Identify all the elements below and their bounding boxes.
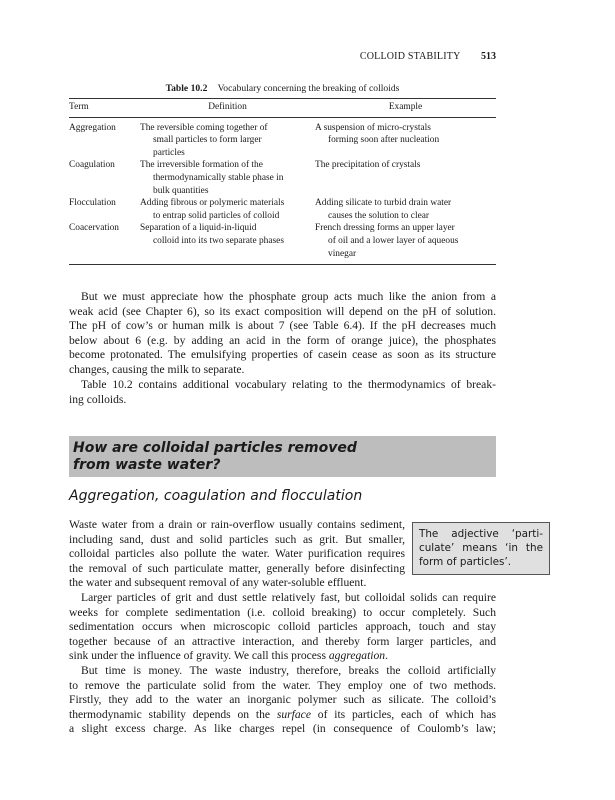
- text-line: changes, causing the milk to separate.: [69, 362, 245, 376]
- text-line: But time is money. The waste industry, therefore, breaks the colloid artificially: [81, 664, 496, 677]
- definition-cell: [140, 222, 315, 264]
- text-line: Table 10.2 contains additional vocabulary relating to the thermodynamics of break-: [81, 378, 496, 391]
- definition-line: small particles to form larger: [153, 135, 262, 146]
- definition-line: Adding fibrous or polymeric materials: [140, 198, 285, 209]
- text-line: to remove the particulate solid from the water. They employ one of two methods.: [69, 678, 496, 692]
- example-line: The precipitation of crystals: [315, 160, 421, 171]
- text-line: ing colloids.: [69, 392, 127, 406]
- example-line: forming soon after nucleation: [328, 135, 440, 146]
- text-line: the water and subsequent removal of any water-soluble effluent.: [69, 576, 367, 590]
- definition-cell: [140, 159, 315, 197]
- example-line: French dressing forms an upper layer: [315, 223, 455, 234]
- table-row: [69, 159, 496, 197]
- paragraph-sedimentation: [69, 591, 496, 664]
- text-line: including sand, dust and solid particles such as grit. But smaller,: [69, 532, 405, 546]
- text-span: thermodynamic stability depends on the: [69, 707, 277, 721]
- term-cell: Coagulation: [69, 160, 115, 171]
- example-line: A suspension of micro-crystals: [315, 122, 431, 133]
- term-cell: Coacervation: [69, 222, 140, 264]
- column-header-definition: Definition: [140, 99, 315, 118]
- margin-note: [412, 522, 550, 575]
- example-line: of oil and a lower layer of aqueous: [328, 235, 459, 246]
- text-line: weeks for complete sedimentation (i.e. colloid breaking) to occur completely. Such: [69, 605, 496, 619]
- example-cell: [315, 222, 496, 264]
- term-cell: Aggregation: [69, 122, 116, 133]
- section-heading-line: How are colloidal particles removed: [73, 440, 357, 456]
- running-title: COLLOID STABILITY: [359, 51, 461, 62]
- emphasis-aggregation: aggregation: [328, 649, 386, 663]
- table-header-row: [69, 99, 496, 118]
- text-span: sink under the influence of gravity. We call this process: [69, 649, 329, 663]
- section-heading-line: from waste water?: [73, 456, 221, 473]
- emphasis-surface: surface: [276, 707, 311, 721]
- page-number: 513: [481, 51, 496, 62]
- section-heading-box: [69, 436, 496, 477]
- text-line: Waste water from a drain or rain-overflow usually contains sediment,: [69, 518, 405, 531]
- definition-cell: [140, 117, 315, 159]
- text-line: the removal of such particulate matter, generally before disinfecting: [69, 561, 405, 575]
- column-header-example: Example: [315, 99, 496, 118]
- table-row: [69, 222, 496, 264]
- running-header: [69, 51, 496, 62]
- column-header-term: Term: [69, 99, 140, 118]
- definition-line: colloid into its two separate phases: [153, 235, 284, 246]
- paragraph-time-is-money: [69, 664, 496, 737]
- subheading: Aggregation, coagulation and flocculation: [69, 488, 363, 504]
- text-line: [69, 708, 496, 723]
- text-span: .: [385, 649, 389, 663]
- text-line: [69, 649, 496, 664]
- text-line: become protonated. The emulsifying properties of casein cease as soon as its structure: [69, 348, 496, 362]
- definition-line: thermodynamically stable phase in: [153, 172, 284, 183]
- definition-line: particles: [153, 147, 185, 158]
- table-caption-text: Vocabulary concerning the breaking of colloids: [217, 83, 400, 94]
- text-line: But we must appreciate how the phosphate group acts much like the anion from a: [81, 290, 496, 303]
- definition-line: bulk quantities: [153, 185, 209, 196]
- definition-line: The reversible coming together of: [140, 122, 268, 133]
- term-cell: Flocculation: [69, 198, 116, 209]
- table-row: [69, 197, 496, 222]
- example-line: vinegar: [328, 248, 357, 259]
- text-line: The adjective ‘parti-: [419, 528, 543, 540]
- text-line: a slight excess charge. As like charges repel (in consequence of Coulomb’s law;: [69, 722, 496, 736]
- example-cell: [315, 197, 496, 222]
- text-line: The pH of cow’s or human milk is about 7 (see Table 6.4). If the pH decreases much: [69, 319, 496, 333]
- table-caption: [69, 83, 496, 94]
- text-line: form of particles’.: [419, 556, 512, 568]
- table-row: [69, 117, 496, 159]
- definition-line: to entrap solid particles of colloid: [153, 210, 280, 221]
- example-line: Adding silicate to turbid drain water: [315, 198, 452, 209]
- text-line: sedimentation occurs when microscopic colloid particles approach, touch and stay: [69, 620, 496, 634]
- paragraph-table-reference: [69, 378, 496, 407]
- example-cell: [315, 159, 496, 197]
- vocabulary-table: [69, 98, 496, 265]
- text-line: below about 6 (e.g. by adding an acid in the form of orange juice), the phosphates: [69, 333, 496, 347]
- definition-line: The irreversible formation of the: [140, 160, 263, 171]
- example-line: causes the solution to clear: [328, 210, 430, 221]
- paragraph-waste-water: [69, 518, 405, 591]
- text-line: weak acid (see Chapter 6), so its exact composition will depend on the pH of solution.: [69, 304, 496, 318]
- table-label: Table 10.2: [165, 83, 208, 94]
- text-line: Firstly, they add to the water an inorganic polymer such as silicate. The colloid’s: [69, 693, 496, 707]
- definition-line: Separation of a liquid-in-liquid: [140, 223, 257, 234]
- text-line: culate’ means ‘in the: [419, 542, 543, 554]
- definition-cell: [140, 197, 315, 222]
- paragraph-phosphate: [69, 290, 496, 378]
- text-line: Larger particles of grit and dust settle relatively fast, but colloidal solids can require: [81, 591, 496, 604]
- text-line: together because of an attractive interaction, and thereby form larger particles, and: [69, 634, 496, 648]
- text-span: of its particles, each of which has: [310, 707, 497, 721]
- example-cell: [315, 117, 496, 159]
- text-line: colloidal particles also pollute the water. Water purification requires: [69, 547, 405, 561]
